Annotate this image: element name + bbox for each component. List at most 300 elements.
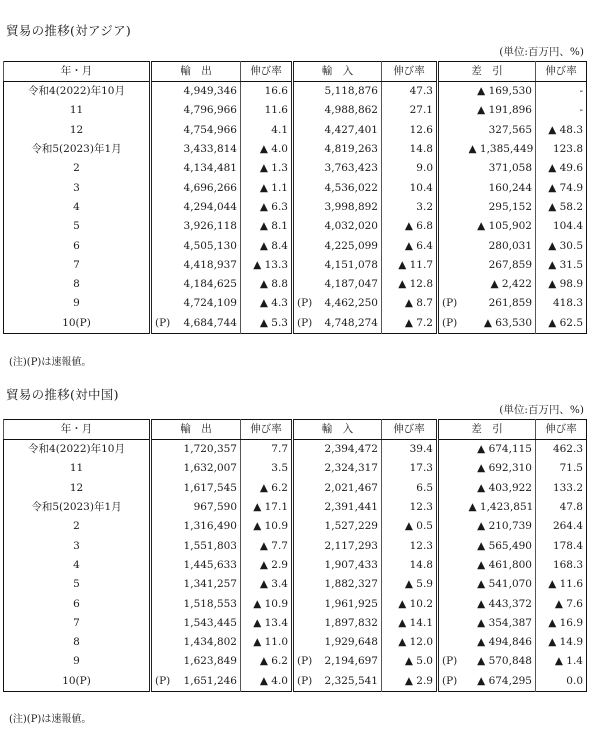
balance-growth-rate: ▲ 7.6 [536,594,587,613]
balance-growth-rate: ▲ 74.9 [536,178,587,197]
col-header-balance-rate: 伸び率 [536,420,587,440]
col-header-export-rate: 伸び率 [241,420,293,440]
table-title: 貿易の推移(対アジア) [6,23,132,38]
table-row [4,594,587,613]
imports-prelim-mark [293,121,318,140]
period-cell: 4 [4,556,151,575]
table-row [4,236,587,255]
period-cell: 5 [4,575,151,594]
imports-value: 4,427,401 [324,123,378,136]
exports-value: 4,724,109 [183,297,237,310]
period-cell: 2 [4,517,151,536]
exports-value: 1,316,490 [183,520,237,533]
table-row [4,198,587,217]
period-cell: 令和5(2023)年1月 [4,498,151,517]
imports-value: 2,194,697 [324,655,378,668]
exports-prelim-mark [151,256,176,275]
imports-value: 1,961,925 [324,597,378,610]
imports-value: 4,225,099 [324,239,378,252]
table-row [4,672,587,692]
imports-prelim-mark [293,198,318,217]
table-row [4,517,587,536]
imports-value: 1,929,648 [324,636,378,649]
exports-value: 4,949,346 [183,85,237,98]
period-cell: 4 [4,198,151,217]
trade-table-asia [3,61,587,334]
balance-prelim-mark: (P) [438,652,466,671]
balance-growth-rate: ▲ 30.5 [536,236,587,255]
imports-growth-rate: ▲ 7.2 [382,314,438,334]
balance-value: ▲ 461,800 [477,558,532,571]
balance-value: ▲ 354,387 [477,616,532,629]
balance-growth-rate: ▲ 58.2 [536,198,587,217]
period-cell: 9 [4,294,151,313]
imports-prelim-mark [293,275,318,294]
exports-prelim-mark [151,633,176,652]
balance-prelim-mark [438,217,466,236]
balance-prelim-mark [438,140,466,159]
imports-growth-rate: ▲ 5.9 [382,575,438,594]
imports-value: 1,882,327 [324,578,378,591]
imports-growth-rate: 14.8 [382,556,438,575]
balance-value: ▲ 2,422 [490,278,532,291]
imports-prelim-mark [293,459,318,478]
exports-value: 1,720,357 [183,443,237,456]
balance-value: 267,859 [488,258,532,271]
exports-prelim-mark [151,198,176,217]
imports-value: 4,988,862 [324,104,378,117]
exports-growth-rate: ▲ 8.1 [241,217,293,236]
balance-prelim-mark [438,236,466,255]
table-row [4,614,587,633]
col-header-exports: 輸 出 [151,62,241,82]
exports-prelim-mark [151,178,176,197]
period-cell: 2 [4,159,151,178]
imports-prelim-mark: (P) [293,652,318,671]
exports-prelim-mark [151,121,176,140]
table-row [4,556,587,575]
balance-growth-rate: ▲ 11.6 [536,575,587,594]
balance-prelim-mark [438,614,466,633]
table-row [4,101,587,120]
imports-growth-rate: ▲ 12.0 [382,633,438,652]
exports-prelim-mark [151,575,176,594]
imports-growth-rate: ▲ 11.7 [382,256,438,275]
exports-prelim-mark [151,101,176,120]
exports-value: 1,551,803 [183,539,237,552]
balance-prelim-mark [438,198,466,217]
table-row [4,275,587,294]
exports-prelim-mark [151,159,176,178]
table-title: 貿易の推移(対中国) [6,387,119,402]
imports-growth-rate: 47.3 [382,82,438,102]
exports-value: 1,632,007 [183,462,237,475]
balance-value: ▲ 443,372 [477,597,532,610]
imports-growth-rate: ▲ 10.2 [382,594,438,613]
imports-prelim-mark [293,498,318,517]
imports-growth-rate: 12.6 [382,121,438,140]
exports-prelim-mark [151,498,176,517]
period-cell: 9 [4,652,151,671]
imports-value: 2,021,467 [324,481,378,494]
table-row [4,314,587,334]
header-row [4,420,587,440]
table-row [4,217,587,236]
balance-value: ▲ 191,896 [477,104,532,117]
imports-prelim-mark [293,614,318,633]
exports-value: 4,505,130 [183,239,237,252]
balance-value: 371,058 [488,162,532,175]
balance-prelim-mark [438,575,466,594]
imports-growth-rate: ▲ 12.8 [382,275,438,294]
imports-prelim-mark [293,82,318,102]
balance-value: ▲ 541,070 [477,578,532,591]
exports-prelim-mark [151,140,176,159]
balance-prelim-mark [438,159,466,178]
imports-prelim-mark: (P) [293,314,318,334]
exports-growth-rate: ▲ 7.7 [241,536,293,555]
imports-prelim-mark: (P) [293,672,318,692]
balance-growth-rate: ▲ 62.5 [536,314,587,334]
balance-value: 295,152 [488,200,532,213]
imports-prelim-mark [293,256,318,275]
imports-value: 1,897,832 [324,616,378,629]
exports-value: 1,518,553 [183,597,237,610]
exports-value: 4,418,937 [183,258,237,271]
exports-prelim-mark [151,440,176,460]
table-row [4,479,587,498]
exports-prelim-mark [151,614,176,633]
table-row [4,440,587,460]
imports-value: 2,324,317 [324,462,378,475]
imports-growth-rate: 39.4 [382,440,438,460]
col-header-balance: 差 引 [438,62,536,82]
table-row [4,575,587,594]
exports-growth-rate: ▲ 6.3 [241,198,293,217]
footnote: (注)(P)は速報値。 [9,714,92,725]
balance-growth-rate: - [536,101,587,120]
trade-table-china [3,419,587,692]
col-header-import-rate: 伸び率 [382,420,438,440]
imports-value: 2,325,541 [324,674,378,687]
imports-growth-rate: ▲ 5.0 [382,652,438,671]
exports-growth-rate: ▲ 1.1 [241,178,293,197]
exports-growth-rate: ▲ 10.9 [241,594,293,613]
exports-prelim-mark [151,294,176,313]
exports-value: 4,294,044 [183,200,237,213]
imports-growth-rate: ▲ 14.1 [382,614,438,633]
balance-value: ▲ 210,739 [477,520,532,533]
imports-prelim-mark [293,440,318,460]
exports-growth-rate: ▲ 6.2 [241,479,293,498]
imports-value: 4,151,078 [324,258,378,271]
exports-value: 4,134,481 [183,162,237,175]
period-cell: 12 [4,121,151,140]
exports-prelim-mark: (P) [151,672,176,692]
balance-prelim-mark [438,498,466,517]
balance-growth-rate: ▲ 31.5 [536,256,587,275]
balance-prelim-mark [438,536,466,555]
period-cell: 8 [4,275,151,294]
balance-prelim-mark [438,594,466,613]
imports-growth-rate: 12.3 [382,498,438,517]
imports-growth-rate: 9.0 [382,159,438,178]
exports-value: 3,926,118 [183,220,237,233]
balance-growth-rate: 71.5 [536,459,587,478]
balance-growth-rate: 47.8 [536,498,587,517]
period-cell: 10(P) [4,672,151,692]
imports-growth-rate: 27.1 [382,101,438,120]
table-row [4,82,587,102]
balance-prelim-mark [438,82,466,102]
balance-growth-rate: 264.4 [536,517,587,536]
exports-prelim-mark [151,652,176,671]
imports-prelim-mark [293,140,318,159]
imports-value: 4,819,263 [324,143,378,156]
exports-prelim-mark [151,459,176,478]
exports-prelim-mark: (P) [151,314,176,334]
col-header-balance: 差 引 [438,420,536,440]
table-row [4,652,587,671]
balance-prelim-mark [438,556,466,575]
exports-value: 4,754,966 [183,123,237,136]
period-cell: 3 [4,178,151,197]
table-body [4,440,587,692]
exports-prelim-mark [151,217,176,236]
table-row [4,140,587,159]
col-header-exports: 輸 出 [151,420,241,440]
col-header-period: 年・月 [4,420,151,440]
imports-prelim-mark [293,159,318,178]
balance-value: 160,244 [488,181,532,194]
exports-prelim-mark [151,556,176,575]
imports-value: 2,391,441 [324,501,378,514]
table-body [4,82,587,334]
imports-growth-rate: ▲ 6.8 [382,217,438,236]
col-header-imports: 輸 入 [293,62,382,82]
imports-growth-rate: 6.5 [382,479,438,498]
imports-growth-rate: ▲ 2.9 [382,672,438,692]
imports-growth-rate: 3.2 [382,198,438,217]
table-row [4,498,587,517]
col-header-period: 年・月 [4,62,151,82]
imports-growth-rate: 17.3 [382,459,438,478]
balance-growth-rate: ▲ 98.9 [536,275,587,294]
balance-prelim-mark [438,440,466,460]
imports-value: 4,462,250 [324,297,378,310]
balance-prelim-mark: (P) [438,294,466,313]
exports-value: 4,684,744 [183,316,237,329]
balance-growth-rate: 123.8 [536,140,587,159]
balance-growth-rate: ▲ 14.9 [536,633,587,652]
balance-value: ▲ 169,530 [477,85,532,98]
balance-value: 280,031 [488,239,532,252]
exports-growth-rate: 4.1 [241,121,293,140]
imports-value: 2,394,472 [324,443,378,456]
balance-prelim-mark [438,459,466,478]
balance-value: 327,565 [488,123,532,136]
exports-growth-rate: 3.5 [241,459,293,478]
exports-value: 1,434,802 [183,636,237,649]
balance-prelim-mark [438,275,466,294]
exports-value: 1,617,545 [183,481,237,494]
balance-prelim-mark [438,633,466,652]
exports-growth-rate: ▲ 3.4 [241,575,293,594]
col-header-import-rate: 伸び率 [382,62,438,82]
header-row [4,62,587,82]
imports-prelim-mark [293,536,318,555]
imports-growth-rate: ▲ 6.4 [382,236,438,255]
balance-growth-rate: ▲ 16.9 [536,614,587,633]
period-cell: 7 [4,256,151,275]
imports-prelim-mark [293,517,318,536]
exports-value: 1,445,633 [183,558,237,571]
exports-growth-rate: ▲ 2.9 [241,556,293,575]
balance-growth-rate: 0.0 [536,672,587,692]
exports-growth-rate: ▲ 4.0 [241,140,293,159]
balance-growth-rate: 168.3 [536,556,587,575]
imports-value: 2,117,293 [324,539,378,552]
period-cell: 5 [4,217,151,236]
balance-value: ▲ 674,295 [477,674,532,687]
balance-value: ▲ 692,310 [477,462,532,475]
balance-growth-rate: 178.4 [536,536,587,555]
col-header-balance-rate: 伸び率 [536,62,587,82]
exports-prelim-mark [151,536,176,555]
imports-prelim-mark [293,556,318,575]
table-row [4,459,587,478]
balance-prelim-mark [438,256,466,275]
balance-growth-rate: ▲ 1.4 [536,652,587,671]
balance-value: 261,859 [488,297,532,310]
balance-value: ▲ 63,530 [483,316,532,329]
exports-value: 1,341,257 [183,578,237,591]
unit-label: (単位:百万円、%) [499,404,584,416]
period-cell: 10(P) [4,314,151,334]
exports-value: 967,590 [193,501,237,514]
exports-value: 4,696,266 [183,181,237,194]
balance-growth-rate: 133.2 [536,479,587,498]
imports-growth-rate: 14.8 [382,140,438,159]
imports-prelim-mark: (P) [293,294,318,313]
exports-value: 4,184,625 [183,278,237,291]
balance-prelim-mark [438,479,466,498]
imports-growth-rate: ▲ 0.5 [382,517,438,536]
exports-growth-rate: ▲ 5.3 [241,314,293,334]
exports-prelim-mark [151,275,176,294]
exports-growth-rate: ▲ 10.9 [241,517,293,536]
imports-value: 3,763,423 [324,162,378,175]
exports-growth-rate: ▲ 11.0 [241,633,293,652]
exports-growth-rate: ▲ 8.4 [241,236,293,255]
exports-growth-rate: 11.6 [241,101,293,120]
exports-growth-rate: ▲ 13.4 [241,614,293,633]
balance-value: ▲ 403,922 [477,481,532,494]
balance-growth-rate: 104.4 [536,217,587,236]
exports-growth-rate: ▲ 4.0 [241,672,293,692]
table-row [4,633,587,652]
balance-value: ▲ 674,115 [477,443,532,456]
exports-value: 1,623,849 [183,655,237,668]
period-cell: 6 [4,594,151,613]
imports-prelim-mark [293,479,318,498]
balance-prelim-mark [438,178,466,197]
balance-value: ▲ 1,385,449 [468,143,534,156]
period-cell: 6 [4,236,151,255]
period-cell: 12 [4,479,151,498]
exports-growth-rate: ▲ 1.3 [241,159,293,178]
period-cell: 11 [4,101,151,120]
balance-prelim-mark [438,517,466,536]
table-row [4,121,587,140]
balance-growth-rate: ▲ 48.3 [536,121,587,140]
table-row [4,256,587,275]
balance-prelim-mark: (P) [438,314,466,334]
imports-value: 5,118,876 [324,85,378,98]
exports-growth-rate: ▲ 17.1 [241,498,293,517]
imports-value: 1,527,229 [324,520,378,533]
exports-prelim-mark [151,594,176,613]
imports-growth-rate: ▲ 8.7 [382,294,438,313]
table-row [4,294,587,313]
exports-value: 3,433,814 [183,143,237,156]
imports-prelim-mark [293,236,318,255]
exports-growth-rate: ▲ 6.2 [241,652,293,671]
exports-prelim-mark [151,479,176,498]
balance-value: ▲ 105,902 [477,220,532,233]
table-row [4,536,587,555]
period-cell: 令和5(2023)年1月 [4,140,151,159]
imports-prelim-mark [293,178,318,197]
imports-value: 4,032,020 [324,220,378,233]
unit-label: (単位:百万円、%) [499,46,584,58]
exports-growth-rate: ▲ 13.3 [241,256,293,275]
balance-prelim-mark: (P) [438,672,466,692]
balance-growth-rate: - [536,82,587,102]
period-cell: 令和4(2022)年10月 [4,440,151,460]
imports-value: 3,998,892 [324,200,378,213]
imports-growth-rate: 10.4 [382,178,438,197]
period-cell: 11 [4,459,151,478]
imports-value: 1,907,433 [324,558,378,571]
exports-value: 1,651,246 [183,674,237,687]
imports-prelim-mark [293,217,318,236]
table-row [4,159,587,178]
balance-growth-rate: ▲ 49.6 [536,159,587,178]
imports-growth-rate: 12.3 [382,536,438,555]
exports-growth-rate: 16.6 [241,82,293,102]
period-cell: 3 [4,536,151,555]
period-cell: 7 [4,614,151,633]
period-cell: 令和4(2022)年10月 [4,82,151,102]
col-header-export-rate: 伸び率 [241,62,293,82]
imports-value: 4,748,274 [324,316,378,329]
table-row [4,178,587,197]
imports-value: 4,536,022 [324,181,378,194]
period-cell: 8 [4,633,151,652]
imports-prelim-mark [293,575,318,594]
balance-growth-rate: 418.3 [536,294,587,313]
imports-prelim-mark [293,633,318,652]
exports-value: 1,543,445 [183,616,237,629]
exports-growth-rate: ▲ 8.8 [241,275,293,294]
imports-value: 4,187,047 [324,278,378,291]
balance-value: ▲ 1,423,851 [468,501,534,514]
col-header-imports: 輸 入 [293,420,382,440]
exports-prelim-mark [151,517,176,536]
balance-prelim-mark [438,121,466,140]
balance-prelim-mark [438,101,466,120]
